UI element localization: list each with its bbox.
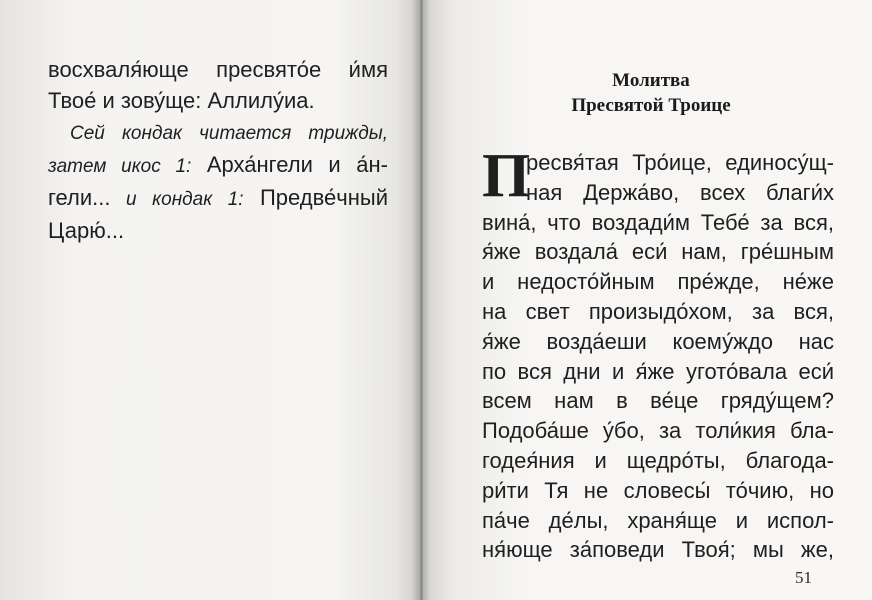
prayer-line-13: па́че де́лы, храня́ще и испол-: [482, 507, 834, 533]
left-rubric-line-1: [48, 116, 388, 149]
prayer-line-3: вина́, что воздади́м Тебе́ за вся,: [482, 209, 834, 235]
left-rubric-line-4: Царю́...: [48, 218, 125, 243]
prayer-body: [482, 142, 834, 565]
drop-cap: П: [482, 142, 531, 210]
prayer-line-14: ня́юще за́поведи Твоя́; мы же,: [482, 537, 834, 563]
rubric-italic-2: затем икос 1:: [48, 156, 192, 177]
prayer-line-7: я́же возда́еши коему́ждо нас: [482, 328, 834, 354]
right-page: [430, 0, 872, 600]
left-page: [0, 0, 412, 600]
rubric-italic-3: и кондак 1:: [110, 189, 244, 210]
heading-line-2: Пресвятой Троице: [571, 95, 731, 116]
prayer-line-11: годея́ния и щедро́ты, благода-: [482, 447, 834, 473]
left-line-2: Твое́ и зову́ще: Аллилу́иа.: [48, 88, 315, 113]
prayer-line-9: всем нам в ве́це гряду́щем?: [482, 388, 834, 414]
rubric-text-2: Арха́нгели и а́н-: [191, 152, 388, 177]
rubric-italic-1: Сей кондак читается трижды,: [70, 123, 388, 144]
prayer-line-10: Подоба́ше у́бо, за толи́кия бла-: [482, 418, 834, 444]
prayer-line-12: ри́ти Тя не словеcы́ то́чию, но: [482, 477, 834, 503]
prayer-line-8: по вся дни и я́же угото́вала еси́: [482, 358, 834, 384]
rubric-text-3b: Предве́чный: [243, 185, 388, 210]
heading-line-1: Молитва: [612, 70, 690, 91]
page-number: 51: [795, 568, 812, 587]
book-spine: [412, 0, 430, 600]
left-page-text: [48, 54, 388, 246]
prayer-line-4: я́же воздала́ еси́ нам, гре́шным: [482, 239, 834, 265]
prayer-line-1: ресвя́тая Тро́ице, единосу́щ-: [526, 150, 834, 175]
prayer-heading: [470, 68, 832, 118]
prayer-line-2: ная Держа́во, всех благи́х: [526, 179, 834, 205]
rubric-text-3a: гели...: [48, 185, 111, 210]
left-rubric-line-2: [48, 149, 388, 182]
left-rubric-line-3: [48, 182, 388, 215]
left-line-1: восхваля́юще пресвято́е и́мя: [48, 57, 388, 82]
prayer-line-6: на свет произыдо́хом, за вся,: [482, 298, 834, 324]
prayer-line-5: и недосто́йным пре́жде, не́же: [482, 269, 834, 295]
